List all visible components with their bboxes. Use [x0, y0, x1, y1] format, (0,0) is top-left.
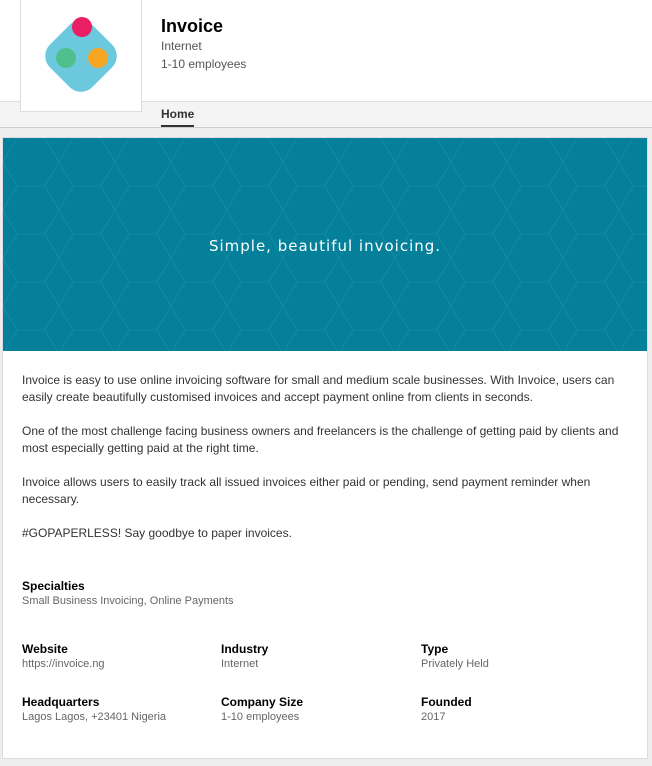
- company-size-label: Company Size: [221, 695, 304, 709]
- specialties-value: Small Business Invoicing, Online Payments: [22, 595, 234, 607]
- type-value: Privately Held: [421, 658, 489, 670]
- description-paragraph: #GOPAPERLESS! Say goodbye to paper invoices.: [22, 526, 292, 540]
- banner-tagline: Simple, beautiful invoicing.: [208, 237, 442, 255]
- company-name: Invoice: [161, 16, 224, 36]
- headquarters-label: Headquarters: [22, 695, 100, 709]
- company-header: [0, 0, 652, 102]
- industry-label: Industry: [221, 642, 269, 656]
- founded-value: 2017: [421, 711, 446, 723]
- company-description: [22, 372, 622, 559]
- description-paragraph: Invoice is easy to use online invoicing software for small and medium scale businesses. With Invoice, users can easily create beautifully customised invoices and accept payment online from clients in seconds.: [22, 373, 615, 404]
- website-label: Website: [22, 642, 68, 656]
- company-industry: Internet: [161, 39, 202, 53]
- founded-label: Founded: [421, 695, 472, 709]
- description-paragraph: One of the most challenge facing business owners and freelancers is the challenge of getting paid by clients and most especially getting paid at the right time.: [22, 424, 619, 455]
- specialties-label: Specialties: [22, 579, 85, 593]
- company-size: 1-10 employees: [161, 57, 247, 71]
- website-link[interactable]: https://invoice.ng: [22, 658, 105, 670]
- industry-value: Internet: [221, 658, 259, 670]
- tab-home[interactable]: Home: [161, 107, 194, 127]
- cover-banner: [3, 138, 647, 351]
- about-card: [2, 137, 648, 759]
- company-logo[interactable]: [20, 0, 142, 112]
- headquarters-value: Lagos Lagos, +23401 Nigeria: [22, 711, 167, 723]
- type-label: Type: [421, 642, 449, 656]
- invoice-logo-icon: [33, 10, 129, 102]
- company-size-value: 1-10 employees: [221, 711, 300, 723]
- description-paragraph: Invoice allows users to easily track all issued invoices either paid or pending, send payment reminder when necessary.: [22, 475, 591, 506]
